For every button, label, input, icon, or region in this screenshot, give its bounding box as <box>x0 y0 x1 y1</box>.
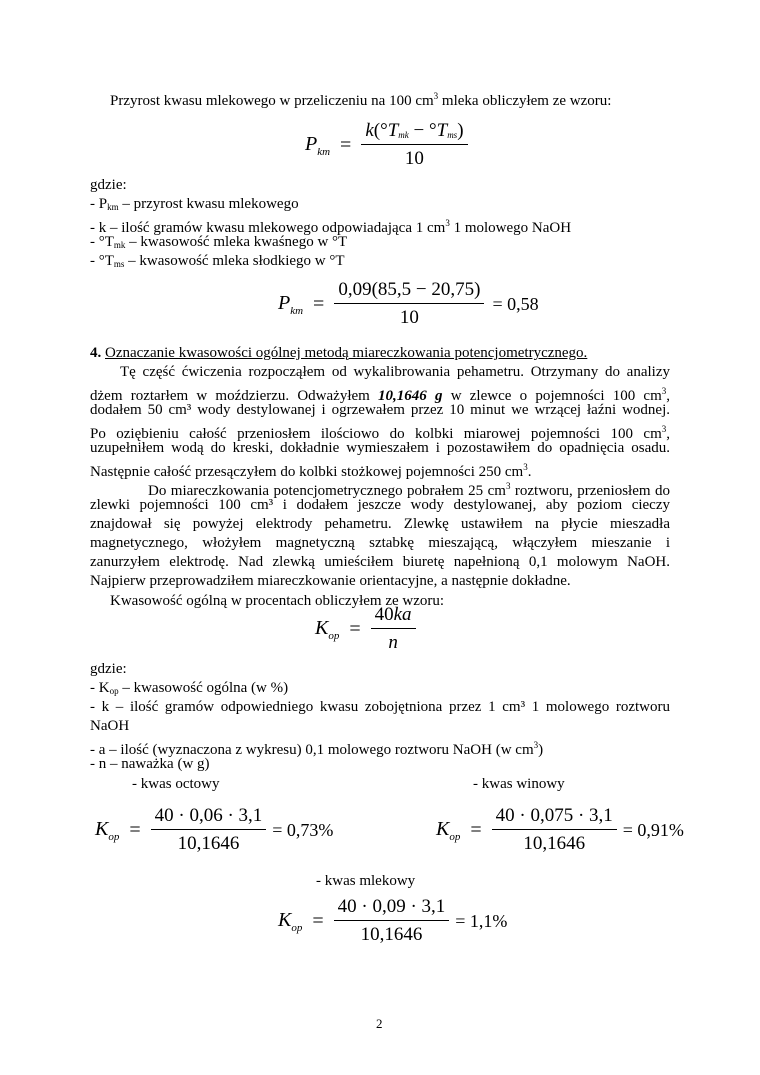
legend-item-a: - a – ilość (wyznaczona z wykresu) 0,1 molowego roztworu NaOH (w $cm^3$) <box>90 740 544 758</box>
legend-item-tmk: - $^\circ T_{mk}$ – kwasowość mleka kwaśnego w °T <box>90 234 348 250</box>
equals-sign: = <box>349 617 361 640</box>
fraction <box>371 604 416 654</box>
formula-lhs: $P_{km}$ <box>278 291 304 317</box>
fraction-denominator: 10 <box>399 307 419 328</box>
label-lactic-acid: - kwas mlekowy <box>316 873 416 889</box>
paragraph-2-line-5: zanurzyłem elektrodę. Nad zlewką umieściłem biuretę napełnioną 0,1 molowym NaOH. <box>90 554 670 570</box>
formula-result: = 0,73% <box>272 819 334 840</box>
formula-acetic-acid <box>95 805 333 855</box>
legend-gdzie-2: gdzie: <box>90 661 127 677</box>
formula-lhs: $K_{op}$ <box>315 616 340 642</box>
equals-sign: = <box>340 133 352 156</box>
paragraph-2-line-4: magnetycznego, włożyłem magnetyczną sztabkę mieszającą, włączyłem mieszanie i <box>90 535 670 551</box>
paragraph-1-line-5: uzupełniłem wodą do kreski, dokładnie wymieszałem i pozostawiłem do opadnięcia osadu. <box>90 440 670 456</box>
formula-result: = 0,58 <box>492 293 539 314</box>
paragraph-3: Kwasowość ogólną w procentach obliczyłem ze wzoru: <box>110 593 445 609</box>
paragraph-1-line-1: Tę część ćwiczenia rozpocząłem od wykalibrowania pehametru. Otrzymany do analizy <box>120 364 670 380</box>
paragraph-1-line-4: Po oziębieniu całość przeniosłem ilościowo do kolbki miarowej pojemności 100 $cm^3$, <box>90 424 670 442</box>
page-number: 2 <box>376 1016 383 1031</box>
equals-sign: = <box>313 292 325 315</box>
fraction-numerator: 40ka <box>371 604 416 629</box>
legend-item-k-line-2: NaOH <box>90 718 130 734</box>
fraction-denominator: 10,1646 <box>177 833 240 854</box>
formula-lhs: $P_{km}$ <box>305 132 331 158</box>
paragraph-1-line-3: dodałem 50 cm³ wody destylowanej i ogrzewałem przez 10 minut we wrzącej łaźni wodnej. <box>90 402 670 418</box>
fraction-denominator: n <box>388 632 398 653</box>
fraction <box>361 120 467 170</box>
fraction <box>492 805 617 855</box>
paragraph-2-line-6: Najpierw przeprowadziłem miareczkowanie orientacyjne, a następnie dokładne. <box>90 573 571 589</box>
fraction-numerator: $k(^\circ T_{mk} - ^\circ T_{ms})$ <box>361 120 467 145</box>
legend-item-kop: - $K_{op}$ – kwasowość ogólna (w %) <box>90 680 289 696</box>
formula-lactic-acid <box>278 896 507 946</box>
fraction-denominator: 10,1646 <box>523 833 586 854</box>
formula-pkm-definition <box>305 120 468 170</box>
formula-lhs: $K_{op}$ <box>278 908 303 934</box>
formula-lhs: $K_{op}$ <box>436 817 461 843</box>
formula-tartaric-acid <box>436 805 684 855</box>
legend-item-tms: - $^\circ T_{ms}$ – kwasowość mleka słodkiego w °T <box>90 253 345 269</box>
intro-paragraph: Przyrost kwasu mlekowego w przeliczeniu na 100 $cm^3$ mleka obliczyłem ze wzoru: <box>110 91 612 109</box>
paragraph-2-line-2: zlewki pojemności 100 cm³ i dodałem jeszcze wody destylowanej, aby poziom cieczy <box>90 497 670 513</box>
paragraph-1-line-6: Następnie całość przesączyłem do kolbki stożkowej pojemności 250 $cm^3$. <box>90 462 532 480</box>
fraction-numerator: 40 · 0,06 · 3,1 <box>151 805 267 830</box>
paragraph-1-line-2: dżem roztarłem w moździerzu. Odważyłem 10,1646 g w zlewce o pojemności 100 $cm^3$, <box>90 386 670 404</box>
formula-result: = 0,91% <box>622 819 684 840</box>
legend-item-n: - n – naważka (w g) <box>90 756 210 772</box>
equals-sign: = <box>129 818 141 841</box>
fraction-denominator: 10,1646 <box>360 924 423 945</box>
paragraph-2-line-1: Do miareczkowania potencjometrycznego pobrałem 25 $cm^3$ roztworu, przeniosłem do <box>148 481 670 499</box>
formula-lhs: $K_{op}$ <box>95 817 120 843</box>
legend-gdzie-1: gdzie: <box>90 177 127 193</box>
legend-item-pkm: - $P_{km}$ – przyrost kwasu mlekowego <box>90 196 299 212</box>
equals-sign: = <box>312 909 324 932</box>
formula-pkm-calculation <box>278 279 539 329</box>
fraction-numerator: 40 · 0,09 · 3,1 <box>334 896 450 921</box>
formula-kop-definition <box>315 604 416 654</box>
paragraph-2-line-3: znajdował się powyżej elektrody pehametru. Zlewkę ustawiłem na płycie mieszadła <box>90 516 670 532</box>
equals-sign: = <box>470 818 482 841</box>
label-acetic-acid: - kwas octowy <box>132 776 220 792</box>
fraction-numerator: 40 · 0,075 · 3,1 <box>492 805 617 830</box>
label-tartaric-acid: - kwas winowy <box>473 776 565 792</box>
fraction-denominator: 10 <box>404 148 424 169</box>
legend-item-k-line-1: - k – ilość gramów odpowiedniego kwasu zobojętniona przez 1 cm³ 1 molowego roztworu <box>90 699 670 715</box>
formula-result: = 1,1% <box>455 910 508 931</box>
fraction-numerator: 0,09(85,5 − 20,75) <box>334 279 484 304</box>
fraction <box>151 805 267 855</box>
legend-item-k: - k – ilość gramów kwasu mlekowego odpowiadająca 1 $cm^3$ 1 molowego NaOH <box>90 218 572 236</box>
fraction <box>334 896 450 946</box>
fraction <box>334 279 484 329</box>
section-heading: 4. Oznaczanie kwasowości ogólnej metodą miareczkowania potencjometrycznego. <box>90 345 588 361</box>
